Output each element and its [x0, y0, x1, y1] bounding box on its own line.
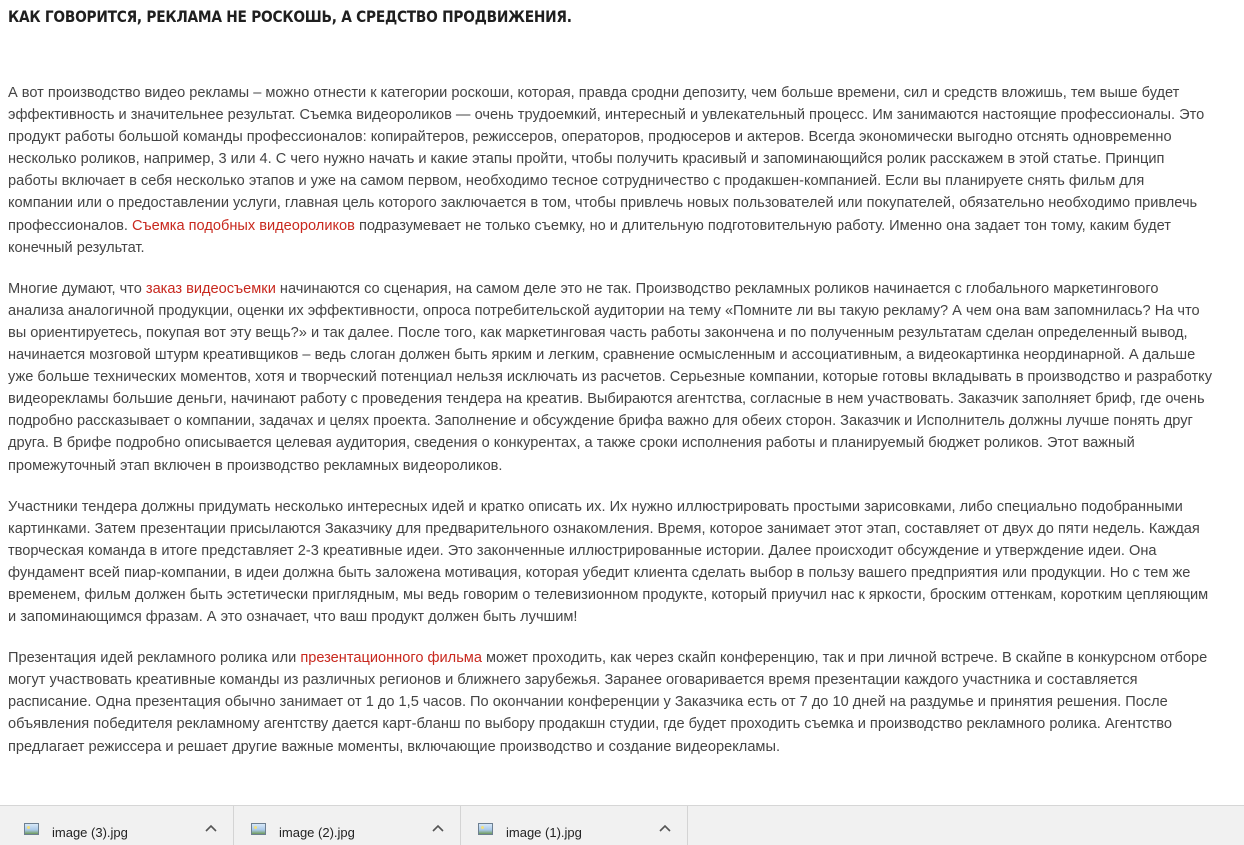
- article: [8, 0, 1213, 758]
- article-paragraph-2: [8, 278, 1213, 477]
- paragraph-text: подразумевает не только съемку, но и длительную подготовительную работу. Именно она задает тон тому, каким будет конечный результат.: [8, 217, 1171, 256]
- video-shooting-link[interactable]: Съемка подобных видеороликов: [131, 217, 355, 234]
- chevron-up-icon[interactable]: [204, 821, 218, 835]
- presentation-film-link[interactable]: презентационного фильма: [300, 650, 482, 667]
- download-file-name: image (1).jpg: [506, 825, 582, 840]
- download-file-name: image (2).jpg: [279, 825, 355, 840]
- download-item[interactable]: [461, 806, 688, 845]
- article-paragraph-1: [8, 82, 1213, 259]
- paragraph-text: начинаются со сценария, на самом деле это не так. Производство рекламных роликов начинается с глобального маркетингового анализа аналогичной продукции, оценки их эффективности, опроса потребительской аудитории на тему «Помните ли вы такую рекламу? А чем она вам запомнилась? На что вы ориентируетесь, покупая вот эту вещь?» и так далее. После того, как маркетинговая часть работы закончена и по полученным результатам сделан определенный вывод, начинается мозговой штурм креативщиков – ведь слоган должен быть ярким и легким, сравнение осмысленным и ассоциативным, а видеокартинка неординарной. А дальше уже больше технических моментов, хотя и творческий потенциал нельзя исключать из расчетов. Серьезные компании, которые готовы вкладывать в производство и разработку видеорекламы большие деньги, начинают работу с проведения тендера на креатив. Выбираются агентства, согласные в нем участвовать. Заказчик заполняет бриф, где очень подробно рассказывает о компании, задачах и целях проекта. Заполнение и обсуждение брифа важно для обеих сторон. Заказчик и Исполнитель должны лучше понять друг друга. В брифе подробно описывается целевая аудитория, сведения о конкурентах, а также сроки исполнения работы и планируемый бюджет роликов. Этот важный промежуточный этап включен в производство рекламных видеороликов.: [8, 280, 1213, 474]
- paragraph-text: Многие думают, что: [8, 280, 146, 297]
- image-file-icon: [24, 823, 39, 835]
- paragraph-text: А вот производство видео рекламы – можно отнести к категории роскоши, которая, правда сродни депозиту, чем больше времени, сил и средств вложишь, тем выше будет эффективность и значительнее результат. Съемка видеороликов — очень трудоемкий, интересный и увлекательный процесс. Им занимаются настоящие профессионалы. Это продукт работы большой команды профессионалов: копирайтеров, режиссеров, операторов, продюсеров и актеров. Всегда экономически выгодно отснять одновременно несколько роликов, например, 3 или 4. С чего нужно начать и какие этапы пройти, чтобы получить красивый и запоминающийся ролик расскажем в этой статье. Принцип работы включает в себя несколько этапов и уже на самом первом, необходимо тесное сотрудничество с продакшен-компанией. Если вы планируете снять фильм для компании или о предоставлении услуги, главная цель которого заключается в том, чтобы привлечь новых пользователей или покупателей, обязательно необходимо привлечь профессионалов.: [8, 85, 1205, 234]
- article-heading: КАК ГОВОРИТСЯ, РЕКЛАМА НЕ РОСКОШЬ, А СРЕДСТВО ПРОДВИЖЕНИЯ.: [8, 7, 572, 26]
- article-paragraph-4: [8, 647, 1213, 757]
- download-file-name: image (3).jpg: [52, 825, 128, 840]
- download-item[interactable]: [7, 806, 234, 845]
- paragraph-text: Участники тендера должны придумать несколько интересных идей и кратко описать их. Их нужно иллюстрировать простыми зарисовками, либо специально подобранными картинками. Затем презентации присылаются Заказчику для предварительного ознакомления. Время, которое занимает этот этап, составляет от двух до пяти недель. Каждая творческая команда в итоге представляет 2-3 креативные идеи. Это законченные иллюстрированные истории. Далее происходит обсуждение и утверждение идеи. Она фундамент всей пиар-компании, в идеи должна быть заложена мотивация, которая убедит клиента сделать выбор в пользу вашего предприятия или продукции. Но с тем же временем, фильм должен быть эстетически приглядным, мы ведь говорим о телевизионном продукте, который приучил нас к яркости, броским оттенкам, коротким цепляющим и запоминающимся фразам. А это означает, что ваш продукт должен быть лучшим!: [8, 498, 1209, 626]
- image-file-icon: [478, 823, 493, 835]
- download-item[interactable]: [234, 806, 461, 845]
- paragraph-text: может проходить, как через скайп конференцию, так и при личной встрече. В скайпе в конкурсном отборе могут участвовать креативные команды из различных регионов и ближнего зарубежья. Заранее оговаривается время презентации каждого участника и составляется расписание. Одна презентация обычно занимает от 1 до 1,5 часов. По окончании конференции у Заказчика есть от 7 до 10 дней на раздумье и принятия решения. После объявления победителя рекламному агентству дается карт-бланш по выбору продакшн студии, где будет проходить съемка и производство рекламного ролика. Агентство предлагает режиссера и решает другие важные моменты, включающие производство и создание видеорекламы.: [8, 650, 1208, 755]
- chevron-up-icon[interactable]: [431, 821, 445, 835]
- chevron-up-icon[interactable]: [658, 821, 672, 835]
- article-paragraph-3: [8, 496, 1213, 629]
- image-file-icon: [251, 823, 266, 835]
- order-video-link[interactable]: заказ видеосъемки: [145, 280, 276, 297]
- download-bar: [0, 805, 1244, 845]
- paragraph-text: Презентация идей рекламного ролика или: [8, 650, 301, 667]
